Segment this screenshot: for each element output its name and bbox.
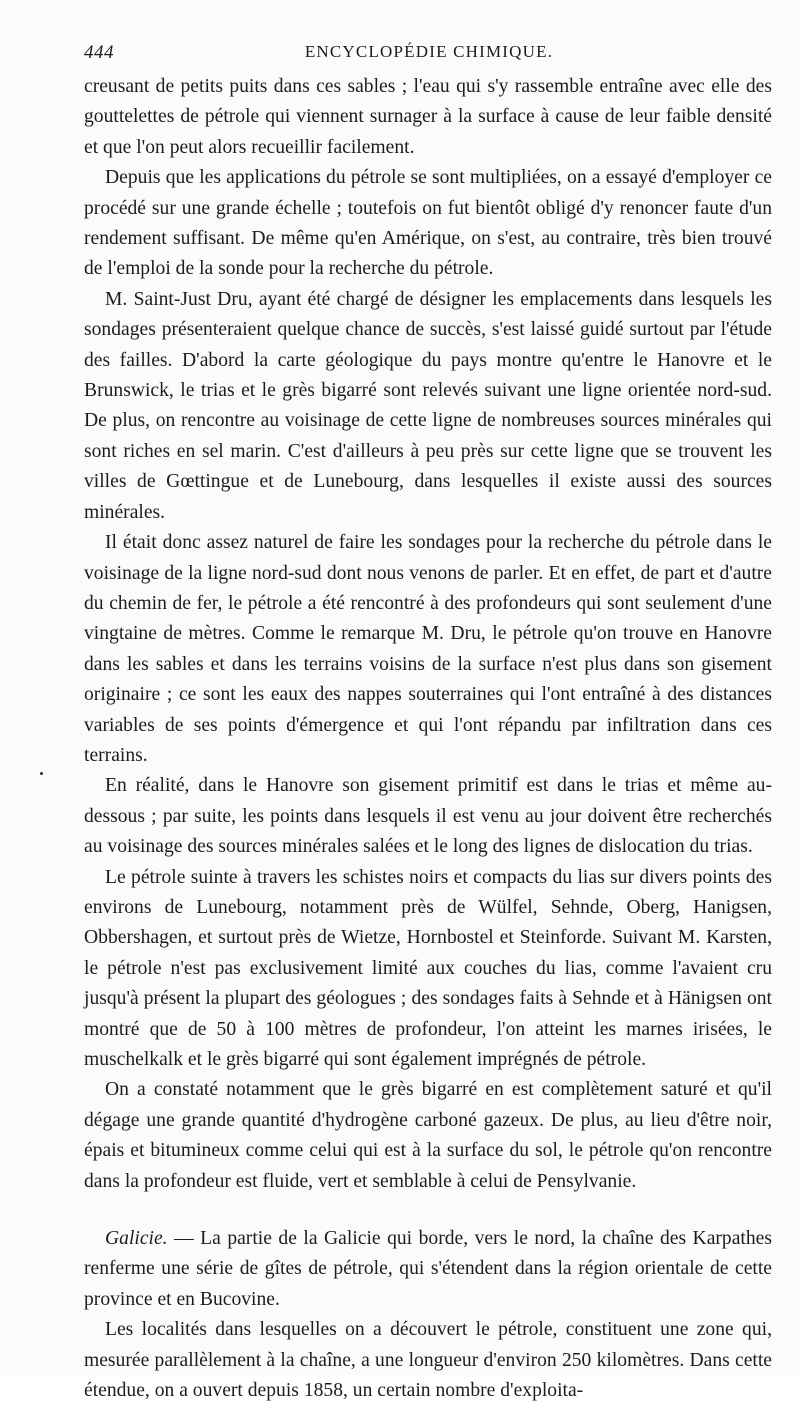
section-paragraph-galicie: [84, 1224, 772, 1315]
section-text: — La partie de la Galicie qui borde, vers le nord, la chaîne des Karpathes renferme une série de gîtes de pétrole, qui s'étendent dans la région orientale de cette province et en Bucovine.: [84, 1228, 772, 1310]
page-header: [84, 42, 774, 70]
paragraph: M. Saint-Just Dru, ayant été chargé de désigner les emplacements dans lesquels les sondages présenteraient quelque chance de succès, s'est laissé guidé surtout par l'étude des failles. D'abord la carte géologique du pays montre qu'entre le Hanovre et le Brunswick, le trias et le grès bigarré sont relevés suivant une ligne orientée nord-sud. De plus, on rencontre au voisinage de cette ligne de nombreuses sources minérales qui sont riches en sel marin. C'est d'ailleurs à peu près sur cette ligne que se trouvent les villes de Gœttingue et de Lunebourg, dans lesquelles il existe aussi des sources minérales.: [84, 288, 772, 523]
running-title: ENCYCLOPÉDIE CHIMIQUE.: [304, 42, 554, 61]
section-title: Galicie.: [105, 1228, 168, 1250]
margin-dot-mark: [40, 772, 43, 775]
body-text: [84, 72, 772, 1406]
paragraph: creusant de petits puits dans ces sables ; l'eau qui s'y rassemble entraîne avec elle des gouttelettes de pétrole qui viennent surnager à la surface à cause de leur faible densité et que l'on peut alors recueillir facilement.: [84, 76, 772, 158]
paragraph: En réalité, dans le Hanovre son gisement primitif est dans le trias et même au-dessous ; par suite, les points dans lesquels il est venu au jour doivent être recherchés au voisinage des sources minérales salées et le long des lignes de dislocation du trias.: [84, 775, 772, 858]
paragraph: Les localités dans lesquelles on a découvert le pétrole, constituent une zone qui, mesurée parallèlement à la chaîne, a une longueur d'environ 250 kilomètres. Dans cette étendue, on a ouvert depuis 1858, un certain nombre d'exploita-: [84, 1319, 772, 1402]
paragraph: Depuis que les applications du pétrole se sont multipliées, on a essayé d'employer ce procédé sur une grande échelle ; toutefois on fut bientôt obligé d'y renoncer faute d'un rendement suffisant. De même qu'en Amérique, on s'est, au contraire, très bien trouvé de l'emploi de la sonde pour la recherche du pétrole.: [84, 167, 772, 280]
page-number: 444: [84, 42, 114, 63]
paragraph: Le pétrole suinte à travers les schistes noirs et compacts du lias sur divers points des environs de Lunebourg, notamment près de Wülfel, Sehnde, Oberg, Hanigsen, Obbershagen, et surtout près de Wietze, Hornbostel et Steinforde. Suivant M. Karsten, le pétrole n'est pas exclusivement limité aux couches du lias, comme l'avaient cru jusqu'à présent la plupart des géologues ; des sondages faits à Sehnde et à Hänigsen ont montré que de 50 à 100 mètres de profondeur, l'on atteint les marnes irisées, le muschelkalk et le grès bigarré qui sont également imprégnés de pétrole.: [84, 866, 772, 1070]
paragraph: On a constaté notamment que le grès bigarré en est complètement saturé et qu'il dégage une grande quantité d'hydrogène carboné gazeux. De plus, au lieu d'être noir, épais et bitumineux comme celui qui est à la surface du sol, le pétrole qu'on rencontre dans la profondeur est fluide, vert et semblable à celui de Pensylvanie.: [84, 1079, 772, 1192]
paragraph: Il était donc assez naturel de faire les sondages pour la recherche du pétrole dans le voisinage de la ligne nord-sud dont nous venons de parler. Et en effet, de part et d'autre du chemin de fer, le pétrole a été rencontré à des profondeurs qui sont seulement d'une vingtaine de mètres. Comme le remarque M. Dru, le pétrole qu'on trouve en Hanovre dans les sables et dans les terrains voisins de la surface n'est plus dans son gisement originaire ; ce sont les eaux des nappes souterraines qui l'ont entraîné à des distances variables de ses points d'émergence et qui l'ont répandu par infiltration dans ces terrains.: [84, 532, 772, 766]
